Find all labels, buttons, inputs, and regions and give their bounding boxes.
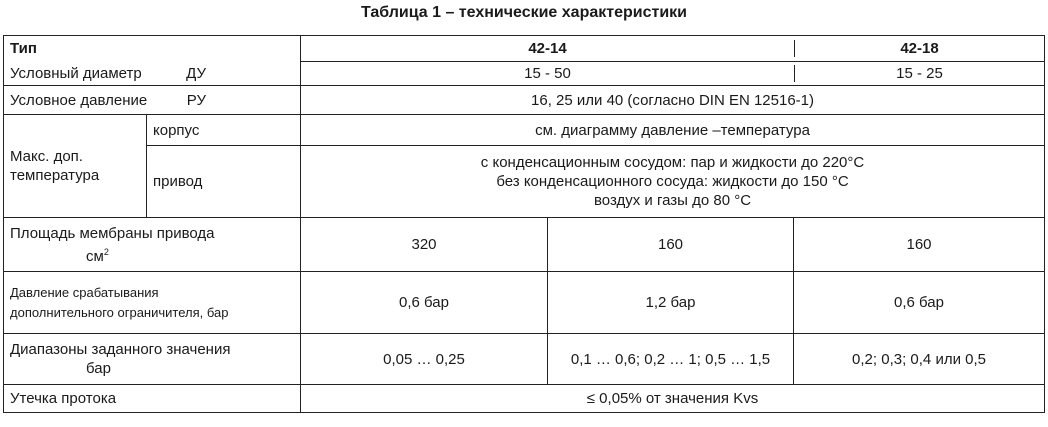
- label-actuator: привод: [147, 146, 301, 218]
- label-area: [4, 218, 301, 272]
- row-type: [4, 36, 1045, 62]
- area-label-2: $см^2$: [86, 246, 109, 265]
- leak-value: ≤ 0,05% от значения Kvs: [301, 385, 1045, 413]
- actuator-line-1: с конденсационным сосудом: пар и жидкости до 220°C: [480, 154, 865, 171]
- body-value: см. диаграмму давление –температура: [301, 115, 1045, 146]
- actuator-line-3: воздух и газы до 80 °C: [593, 192, 752, 209]
- ranges-1: 0,05 … 0,25: [301, 334, 548, 385]
- trigger-3: 0,6 бар: [794, 272, 1045, 334]
- area-2: 160: [548, 218, 794, 272]
- actuator-value: [301, 146, 1045, 218]
- table-title: Таблица 1 – технические характеристики: [360, 4, 688, 21]
- pn-value: 16, 25 или 40 (согласно DIN EN 12516-1): [301, 86, 1045, 115]
- label-leak: Утечка протока: [4, 385, 301, 413]
- row-dn: [4, 62, 1045, 86]
- ranges-label-2: бар: [86, 360, 111, 377]
- row-area: [4, 218, 1045, 272]
- spec-table: [3, 35, 1045, 413]
- row-leak: [4, 385, 1045, 413]
- label-dn: [4, 62, 301, 86]
- type-2: 42-18: [794, 40, 1044, 57]
- area-label-1: Площадь мембраны привода: [10, 224, 215, 242]
- dn-label: Условный диаметр: [10, 64, 142, 82]
- ranges-3: 0,2; 0,3; 0,4 или 0,5: [794, 334, 1045, 385]
- row-temp-body: [4, 115, 1045, 146]
- actuator-line-2: без конденсационного сосуда: жидкости до 150 °C: [496, 173, 849, 190]
- pn-label: Условное давление: [10, 91, 148, 109]
- dn-1: 15 - 50: [524, 65, 571, 82]
- label-pn: [4, 86, 301, 115]
- trigger-1: 0,6 бар: [301, 272, 548, 334]
- area-1: 320: [301, 218, 548, 272]
- type-1: 42-14: [528, 40, 567, 57]
- temp-label-2: температура: [10, 167, 100, 184]
- row-ranges: [4, 334, 1045, 385]
- temp-label-1: Макс. доп.: [10, 148, 83, 165]
- label-ranges: [4, 334, 301, 385]
- label-body: корпус: [147, 115, 301, 146]
- pn-abbr: РУ: [186, 91, 206, 109]
- area-3: 160: [794, 218, 1045, 272]
- dn-2: 15 - 25: [794, 65, 1044, 82]
- label-type: Тип: [4, 36, 301, 62]
- label-temp: [4, 115, 147, 218]
- trigger-label-2: дополнительного ограничителя, бар: [10, 304, 229, 320]
- trigger-label-1: Давление срабатывания: [10, 284, 159, 300]
- trigger-2: 1,2 бар: [548, 272, 794, 334]
- ranges-2: 0,1 … 0,6; 0,2 … 1; 0,5 … 1,5: [548, 334, 794, 385]
- ranges-label-1: Диапазоны заданного значения: [10, 341, 231, 358]
- row-temp-actuator: [4, 146, 1045, 218]
- row-trigger: [4, 272, 1045, 334]
- row-pn: [4, 86, 1045, 115]
- label-trigger: [4, 272, 301, 334]
- dn-abbr: ДУ: [186, 64, 206, 82]
